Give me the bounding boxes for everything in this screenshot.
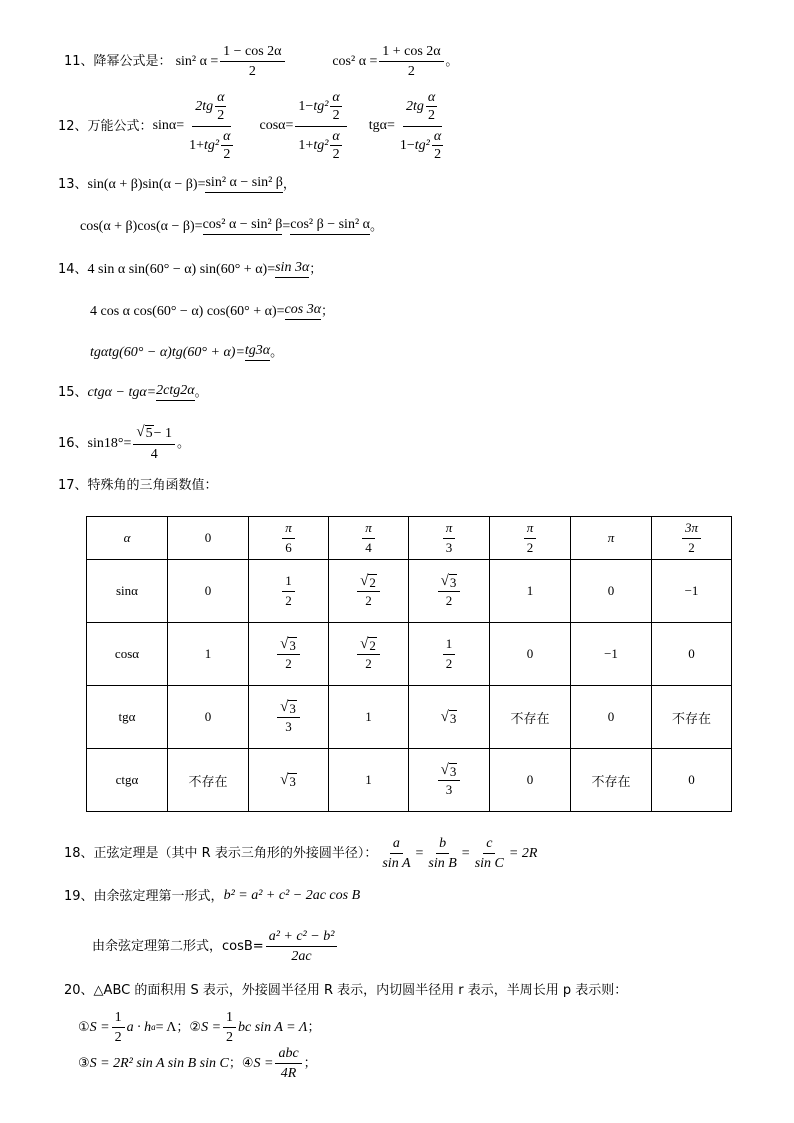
table-cell: $\frac{1}{2}$ [409,623,490,686]
formula-18 [64,836,537,872]
answer: tg3α [245,344,270,361]
table-cell: 0 [490,623,571,686]
header-cell: sinα [87,560,168,623]
fraction [220,44,284,80]
half-alpha [330,90,341,124]
lhs: 4 cos α cos(60° − α) cos(60° + α)= [90,303,285,319]
lhs: 4 sin α sin(60° − α) sin(60° + α)= [87,261,276,277]
two: 2 [332,108,340,124]
comma: ， [282,177,296,192]
one: 1 [189,137,197,153]
fraction: $\frac{1}{2}$ [223,1010,236,1046]
formula-label: 万能公式： [87,118,153,134]
tg-squared: tg² [313,137,329,153]
radicand: 5 [145,426,153,441]
answer: sin² α − sin² β [205,176,282,193]
formula-label: 降幂公式是： [93,54,172,70]
equals: = [282,218,291,234]
result: = Λ [155,1019,177,1035]
numerator: 1 + cos 2α [379,44,443,62]
table-cell: $\frac{\pi}{2}$ [490,517,571,560]
table-cell: 0 [490,749,571,812]
table-cell: 0 [652,749,732,812]
sqrt: √ 5 [136,424,153,441]
answer: sin 3α [275,261,309,278]
lhs: S = [89,1019,110,1035]
semicolon: ； [309,262,323,277]
fraction [379,44,443,80]
term: bc sin A = Λ [238,1019,308,1035]
sin-lhs: sinα= [152,118,185,134]
lhs: sin(α + β)sin(α − β)= [87,176,206,192]
lhs: sin18°= [87,435,132,451]
numerator: 1 − cos 2α [220,44,284,62]
fraction [295,90,346,163]
table-row [87,517,732,560]
formula-label: 正弦定理是（其中 R 表示三角形的外接圆半径）： [93,846,378,862]
table-cell: 1 [168,623,249,686]
item-number: 20、 [64,983,94,998]
lhs: S = [201,1019,222,1035]
period: 。 [445,54,459,70]
denominator: 2 [248,64,256,80]
semicolon: ； [307,1020,321,1036]
semicolon: ； [303,1056,317,1072]
fraction: $\frac{\text{abc}}{4R}$ [275,1046,301,1082]
formula-14c [90,344,283,361]
formula-label: 由余弦定理第二形式，cosB= [92,939,264,955]
half-alpha [330,129,341,163]
plus: + [196,137,205,153]
fraction: $\frac{\text{a² + c² − b²}}{2ac}$ [266,929,338,965]
table-row [87,686,732,749]
fraction [186,90,237,163]
numerator-rest: − 1 [153,425,173,441]
alpha: α [215,90,226,107]
alpha: α [426,90,437,107]
header-cell: ctgα [87,749,168,812]
table-cell: √ 3 2 [409,560,490,623]
answer: cos² β − sin² α [290,218,370,235]
table-cell: −1 [571,623,652,686]
answer: cos 3α [285,303,322,320]
tg-lhs: tgα= [368,118,395,134]
equals: = [415,845,424,861]
denominator: 4 [150,446,158,462]
alpha: α [330,90,341,107]
formula-20-line2 [78,1046,317,1082]
tg-squared: tg² [204,137,220,153]
item-number: 13、 [58,177,88,192]
formula-15 [58,384,208,401]
period: 。 [369,219,383,234]
two: 2 [428,108,435,124]
circled-number: ④ [241,1056,254,1072]
semicolon: ； [228,1056,242,1072]
formula-label: 特殊角的三角函数值： [87,478,218,493]
minus: − [406,137,415,153]
table-cell: √ 3 3 [409,749,490,812]
formula-13b [80,218,383,235]
table-cell: 不存在 [571,749,652,812]
alpha: α [432,129,443,146]
answer: cos² α − sin² β [203,218,283,235]
formula-16 [58,425,190,462]
formula-20-intro [64,984,627,997]
table-cell: $\frac{3\pi}{2}$ [652,517,732,560]
formula-14a [58,261,322,278]
circled-number: ① [78,1020,90,1036]
table-row [87,560,732,623]
table-cell: 1 [329,686,409,749]
half-alpha [215,90,226,124]
fraction: $\frac{a}{\text{sin A}}$ [382,836,411,872]
item-number: 14、 [58,262,88,277]
one: 1 [298,137,306,153]
circled-number: ③ [78,1056,90,1072]
table-cell: 1 [329,749,409,812]
lhs: cos(α + β)cos(α − β)= [80,218,203,234]
equation: S = 2R² sin A sin B sin C [89,1055,229,1071]
table-cell: $\frac{\pi}{4}$ [329,517,409,560]
table-cell: $\frac{\pi}{6}$ [249,517,329,560]
table-cell: 0 [571,560,652,623]
lhs: tgαtg(60° − α)tg(60° + α)= [90,344,245,360]
formula-label: 由余弦定理第一形式， [93,888,224,904]
formula-label: △ABC 的面积用 S 表示，外接圆半径用 R 表示，内切圆半径用 r 表示，半周长用 p 表示则： [93,983,628,998]
table-cell: 0 [571,686,652,749]
trig-values-table [86,516,732,812]
tg-squared: tg² [414,137,430,153]
two: 2 [217,108,225,124]
fraction: $\frac{b}{\text{sin B}}$ [428,836,457,872]
header-cell: tgα [87,686,168,749]
period: 。 [270,345,284,360]
subscript: a [151,1022,156,1033]
table-row [87,749,732,812]
table-cell: 0 [168,686,249,749]
formula-19a [64,889,360,903]
item-number: 15、 [58,385,88,400]
formula-12 [58,90,450,163]
table-cell: √ 2 2 [329,623,409,686]
equation: b² = a² + c² − 2ac cos B [223,888,361,903]
item-number: 12、 [58,118,88,134]
table-cell: −1 [652,560,732,623]
denominator: 2 [407,64,415,80]
fraction: $\frac{c}{\text{sin C}}$ [474,836,504,872]
item-number: 11、 [64,54,94,70]
cos-lhs: cosα= [259,118,294,134]
header-cell: cosα [87,623,168,686]
equals: = [461,845,470,861]
table-cell: 0 [652,623,732,686]
formula-14b [90,303,334,320]
alpha: α [221,129,232,146]
alpha: α [330,129,341,146]
half-alpha [426,90,437,124]
table-cell: 1 [490,560,571,623]
table-cell: $\frac{\pi}{3}$ [409,517,490,560]
semicolon: ； [321,304,335,319]
formula-20-line1 [78,1010,321,1046]
item-number: 16、 [58,436,88,452]
formula-19b [92,929,339,965]
term: a · h [126,1019,152,1035]
table-cell: 0 [168,517,249,560]
period: 。 [177,436,191,452]
table-cell: 不存在 [168,749,249,812]
half-alpha [221,129,232,163]
tg-squared: tg² [313,99,329,115]
table-cell: √ 2 2 [329,560,409,623]
one: 1 [399,137,407,153]
plus: + [305,137,314,153]
two: 2 [223,147,231,163]
table-cell: 不存在 [652,686,732,749]
table-cell: 不存在 [490,686,571,749]
table-cell: π [571,517,652,560]
term: 2tg [195,99,214,115]
item-number: 17、 [58,478,88,493]
item-number: 18、 [64,846,94,862]
formula-17 [58,479,218,492]
formula-11 [64,44,458,80]
item-number: 19、 [64,888,94,904]
table-cell: √ 3 3 [249,686,329,749]
minus: − [305,99,314,115]
fraction [397,90,448,163]
lhs: ctgα − tgα= [87,384,157,400]
two: 2 [332,147,340,163]
lhs: S = [253,1055,274,1071]
table-row [87,623,732,686]
semicolon: ； [176,1020,190,1036]
term: 2tg [405,99,424,115]
answer: 2ctg2α [156,384,194,401]
two: 2 [434,147,442,163]
formula-13a [58,176,296,193]
half-alpha [432,129,443,163]
result: = 2R [508,845,538,861]
table-cell: √ 3 [249,749,329,812]
circled-number: ② [189,1020,202,1036]
fraction: $\frac{1}{2}$ [112,1010,125,1046]
period: 。 [194,385,208,400]
table-cell: √ 3 2 [249,623,329,686]
table-cell: √ 3 [409,686,490,749]
header-cell: α [87,517,168,560]
one: 1 [298,99,306,115]
fraction [133,425,175,462]
lhs: cos² α = [332,53,378,69]
table-cell: $\frac{1}{2}$ [249,560,329,623]
table-cell: 0 [168,560,249,623]
lhs: sin² α = [175,53,219,69]
